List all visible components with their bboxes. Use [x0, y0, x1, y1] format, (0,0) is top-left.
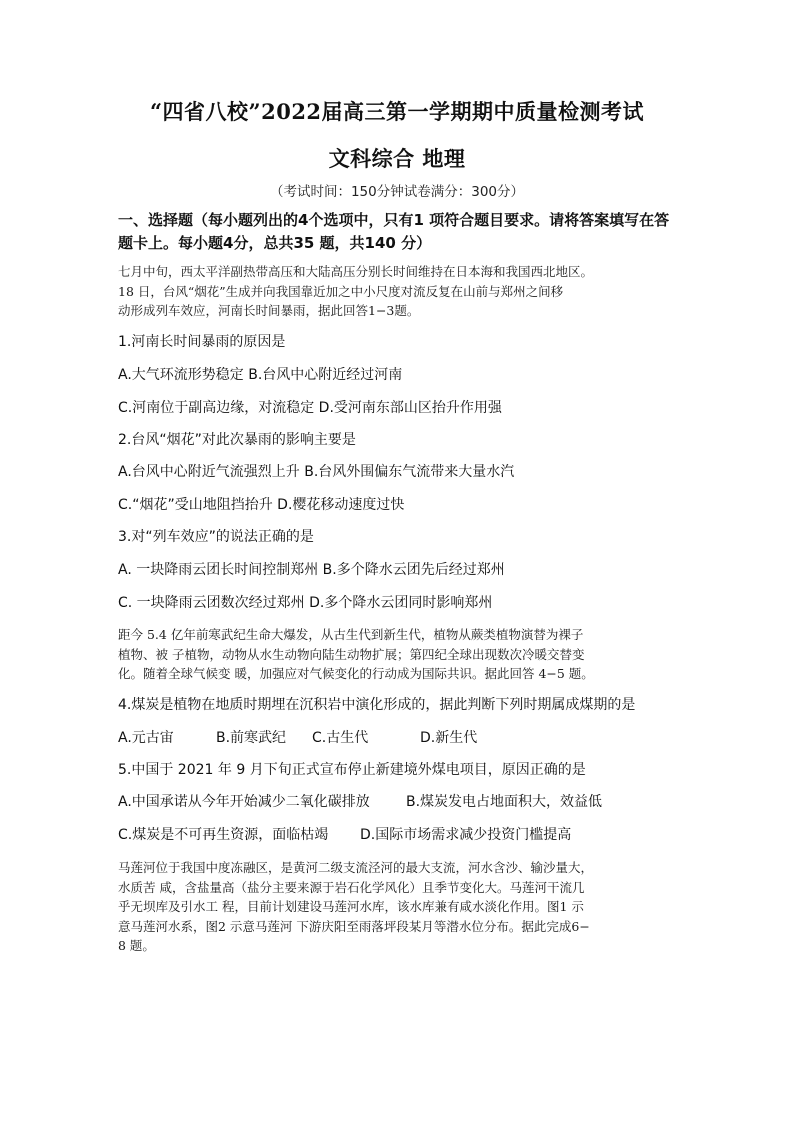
- passage-line: 距今 5.4 亿年前寒武纪生命大爆发，从古生代到新生代，植物从蕨类植物演替为裸子: [118, 627, 584, 642]
- question-3-options-cd: C. 一块降雨云团数次经过郑州 D.多个降水云团同时影响郑州: [118, 595, 493, 611]
- exam-info: （考试时间：150分钟试卷满分：300分）: [269, 184, 525, 200]
- question-2-options-cd: C.“烟花”受山地阻挡抬升 D.樱花移动速度过快: [118, 497, 405, 513]
- question-1-options-ab: A.大气环流形势稳定 B.台风中心附近经过河南: [118, 367, 403, 383]
- option-c: C.煤炭是不可再生资源，面临枯竭: [118, 827, 329, 843]
- passage-1: [118, 262, 683, 321]
- passage-line: 动形成列车效应，河南长时间暴雨，据此回答1−3题。: [118, 303, 420, 318]
- question-3-stem: 3.对“列车效应”的说法正确的是: [118, 529, 314, 545]
- passage-3: [118, 858, 683, 956]
- question-4-stem: 4.煤炭是植物在地质时期埋在沉积岩中演化形成的，据此判断下列时期属成煤期的是: [118, 697, 636, 713]
- option-b: B.煤炭发电占地面积大，效益低: [406, 794, 603, 810]
- passage-line: 乎无坝库及引水工 程，目前计划建设马莲河水库，该水库兼有咸水淡化作用。图1 示: [118, 899, 584, 914]
- passage-line: 化。随着全球气候变 暖，加强应对气候变化的行动成为国际共识。据此回答 4−5 题。: [118, 666, 594, 681]
- question-1-options-cd: C.河南位于副高边缘，对流稳定 D.受河南东部山区抬升作用强: [118, 400, 502, 416]
- passage-line: 马莲河位于我国中度冻融区，是黄河二级支流泾河的最大支流，河水含沙、输沙量大，: [118, 860, 594, 875]
- subject-title: 文科综合 地理: [328, 146, 466, 171]
- question-3-options-ab: A. 一块降雨云团长时间控制郑州 B.多个降水云团先后经过郑州: [118, 562, 505, 578]
- question-2-options-ab: A.台风中心附近气流强烈上升 B.台风外围偏东气流带来大量水汽: [118, 464, 515, 480]
- option-d: D.国际市场需求减少投资门槛提高: [360, 827, 572, 843]
- section-heading-line: 一、选择题（每小题列出的4个选项中，只有1 项符合题目要求。请将答案填写在答: [118, 211, 670, 229]
- passage-line: 七月中旬，西太平洋副热带高压和大陆高压分别长时间维持在日本海和我国西北地区。: [118, 264, 594, 279]
- option-b: B.前寒武纪: [216, 730, 287, 746]
- passage-line: 18 日，台风“烟花”生成并向我国靠近加之中小尺度对流反复在山前与郑州之间移: [118, 283, 564, 299]
- section-heading: [118, 209, 678, 255]
- question-5-options-ab: [118, 792, 688, 812]
- passage-line: 意马莲河水系，图2 示意马莲河 下游庆阳至雨落坪段某月等潜水位分布。据此完成6−: [118, 918, 590, 934]
- passage-line: 水质苦 咸，含盐量高（盐分主要来源于岩石化学风化）且季节变化大。马莲河干流几: [118, 879, 585, 895]
- passage-line: 8 题。: [118, 938, 155, 953]
- question-5-options-cd: [118, 825, 688, 845]
- question-5-stem: 5.中国于 2021 年 9 月下旬正式宣布停止新建境外煤电项目，原因正确的是: [118, 762, 586, 778]
- question-2-stem: 2.台风“烟花”对此次暴雨的影响主要是: [118, 432, 356, 448]
- exam-title: “四省八校”2022届高三第一学期期中质量检测考试: [149, 99, 645, 124]
- passage-2: [118, 625, 683, 684]
- passage-line: 植物、被 子植物，动物从水生动物向陆生动物扩展；第四纪全球出现数次冷暖交替变: [118, 646, 585, 662]
- section-heading-line: 题卡上。每小题4分，总共35 题，共140 分）: [118, 234, 432, 252]
- option-a: A.元古宙: [118, 730, 174, 746]
- option-a: A.中国承诺从今年开始减少二氧化碳排放: [118, 794, 370, 810]
- question-4-options: [118, 728, 688, 748]
- option-c: C.古生代: [312, 730, 369, 746]
- option-d: D.新生代: [420, 730, 478, 746]
- question-1-stem: 1.河南长时间暴雨的原因是: [118, 334, 286, 350]
